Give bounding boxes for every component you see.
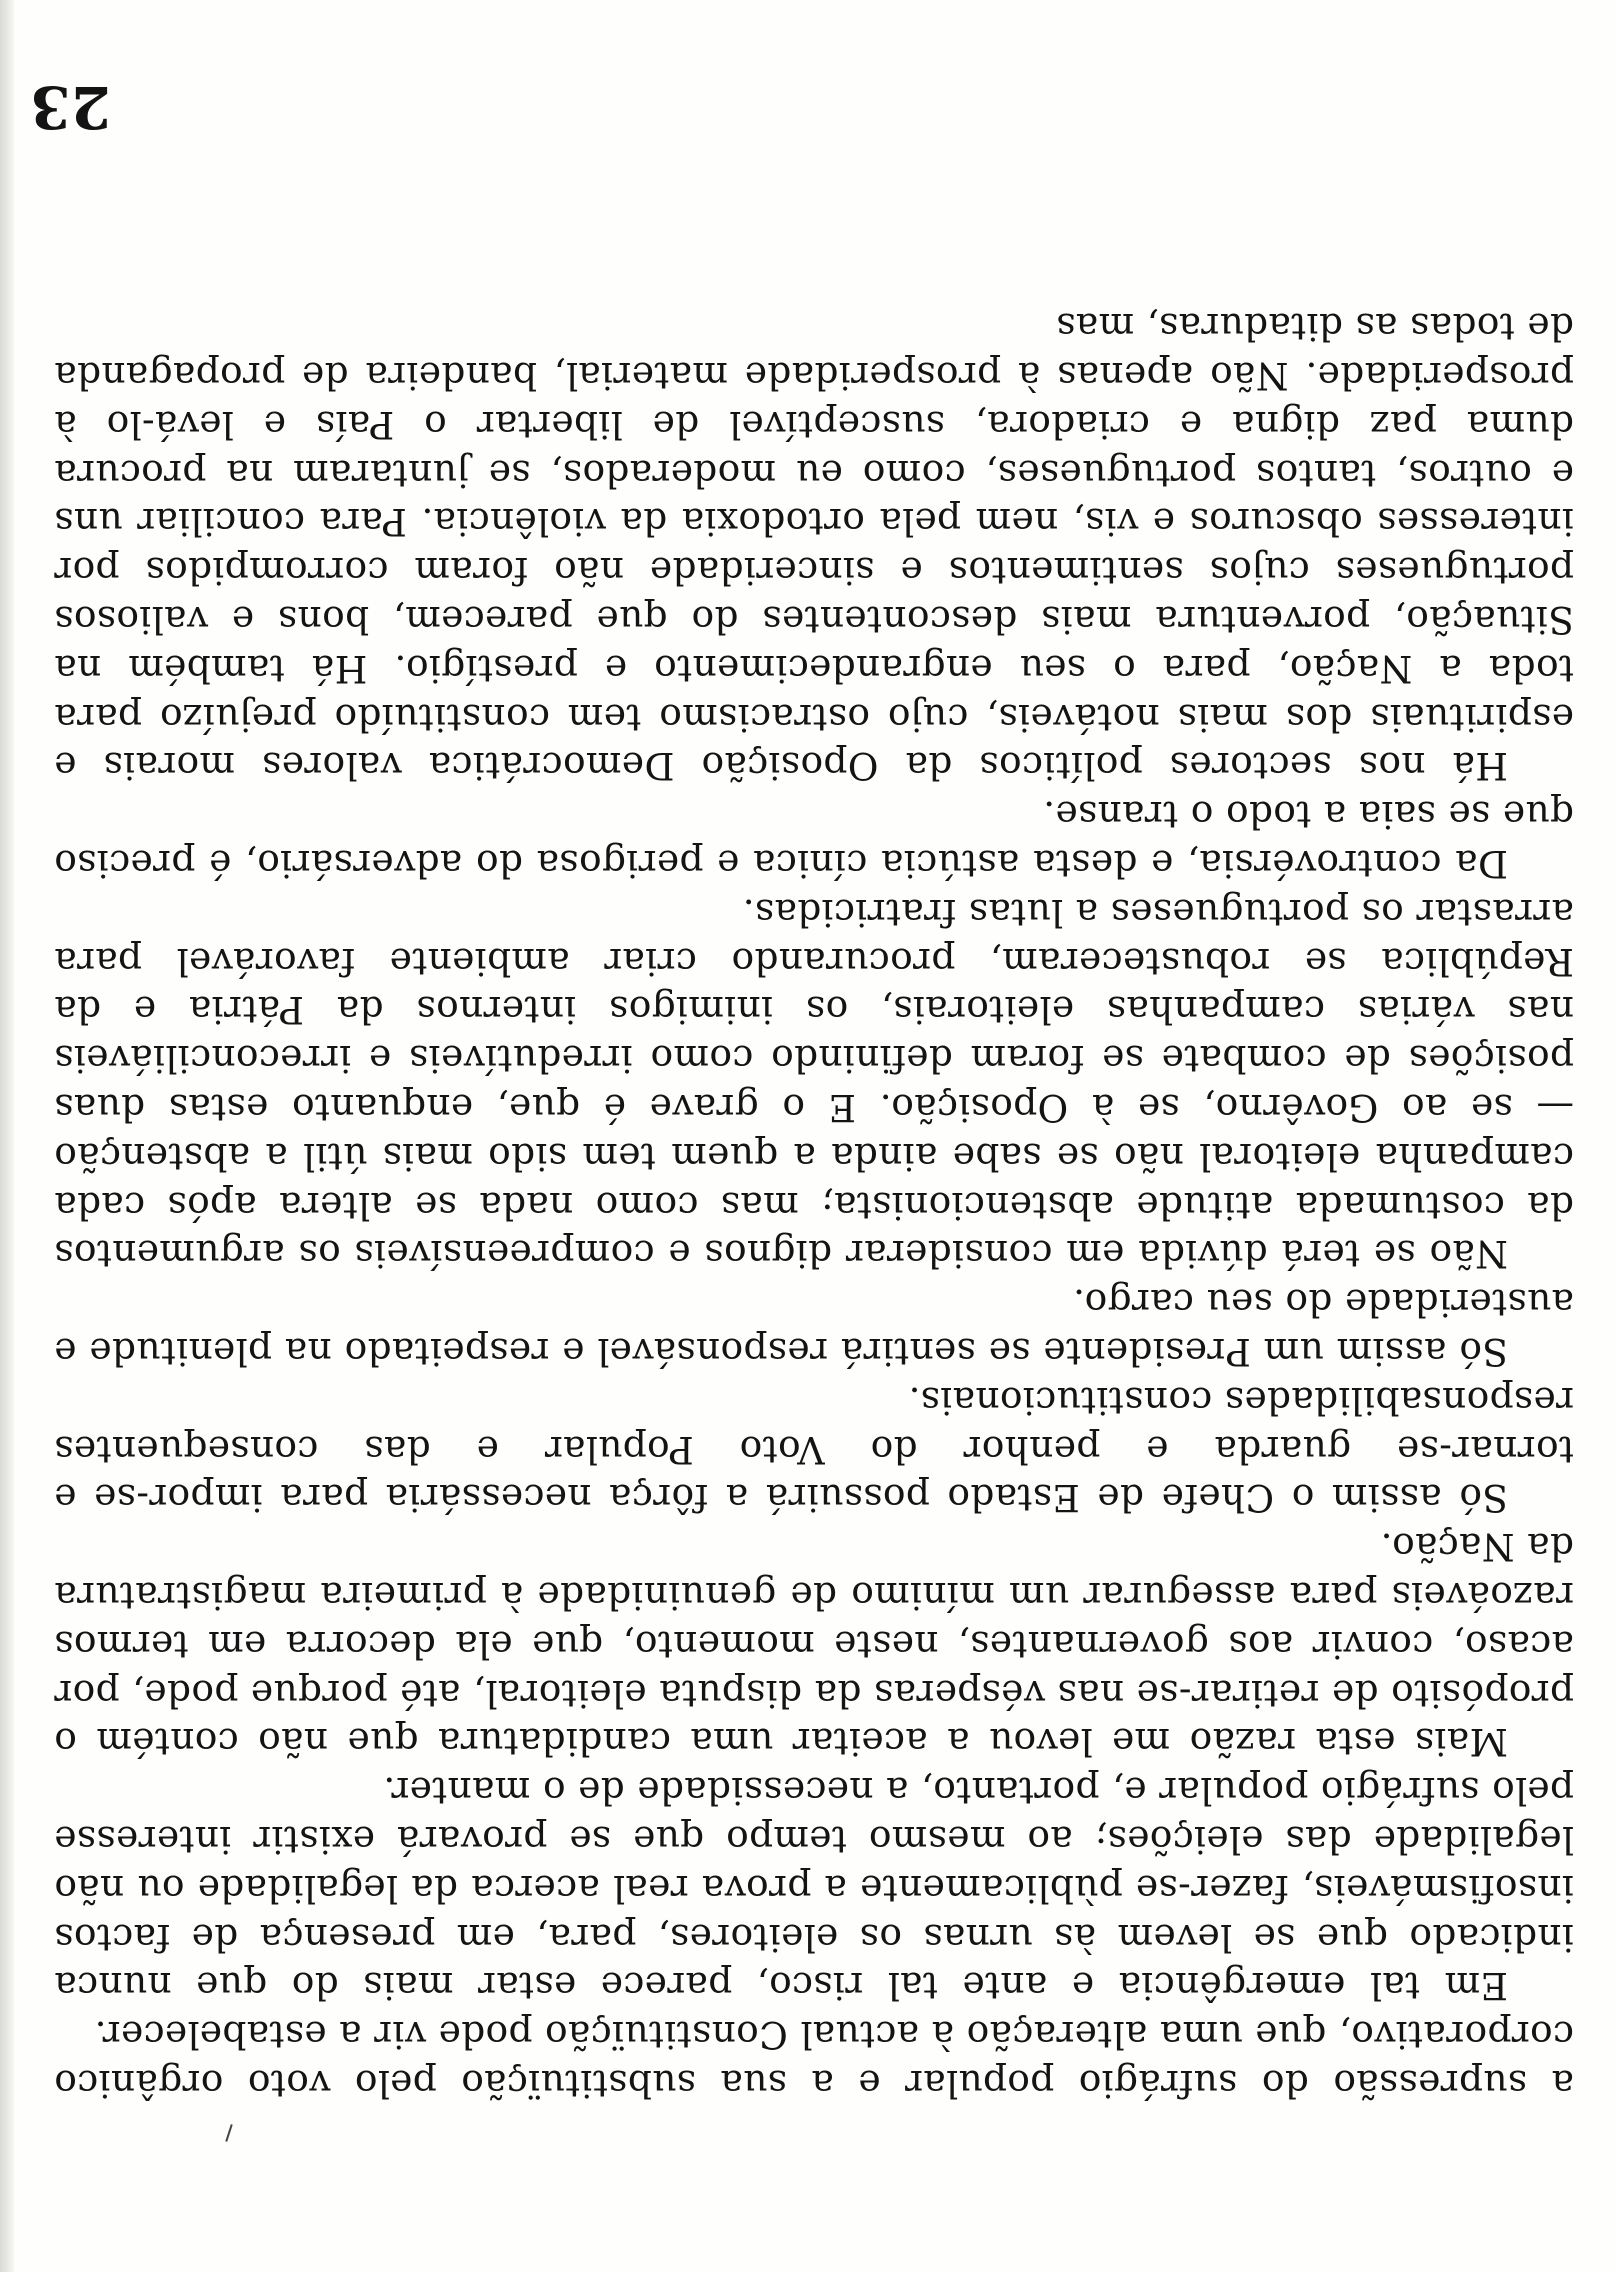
binding-gutter	[0, 0, 14, 2272]
page-number: 23	[30, 73, 111, 141]
paragraph-2: Em tal emergência e ante tal risco, parece estar mais do que nunca indicado que se levem às urnas os eleitores, para, em presença de factos insofismáveis, fazer-se pùblicamente a prova real acerca da legalidade ou não legalidade das eleições; ao mesmo tempo que se provará existir interesse pelo sufrágio popular e, portanto, a necessidade de o manter.	[54, 1769, 1574, 2009]
body-text	[54, 303, 1574, 2108]
paragraph-3: Mais esta razão me levou a aceitar uma candidatura que não contém o propósito de retirar-se nas vésperas da disputa eleitoral, até porque pode, por acaso, convir aos governantes, neste momento, que ela decorra em termos razoáveis para assegurar um mínimo de genuinidade à primeira magistratura da Nação.	[54, 1525, 1574, 1765]
paragraph-5: Só assim um Presidente se sentirá responsável e respeitado na plenitude e austeridade do seu cargo.	[54, 1281, 1574, 1375]
paragraph-8: Há nos sectores políticos da Oposição Democrática valores morais e espirituais dos mais notáveis, cujo ostracismo tem constituído prejuízo para toda a Nação, para o seu engrandecimento e prestígio. Há também na Situação, porventura mais descontentes do que parecem, bons e valiosos portugueses cujos sentimentos e sinceridade não foram corrompidos por interesses obscuros e vis, nem pela ortodoxia da violência. Para conciliar uns e outros, tantos portugueses, como eu moderados, se juntaram na procura duma paz digna e criadora, susceptível de libertar o País e levá-lo à prosperidade. Não apenas à prosperidade material, bandeira de propaganda de todas as ditaduras, mas	[54, 305, 1574, 789]
stray-pen-mark	[225, 2124, 232, 2142]
paragraph-7: Da controvérsia, e desta astúcia cínica e perigosa do adversário, é preciso que se saia a todo o transe.	[54, 793, 1574, 887]
paragraph-4: Só assim o Chefe de Estado possuirá a fôrça necessária para impor-se e tornar-se guarda e penhor do Voto Popular e das consequentes responsabilidades constitucionais.	[54, 1378, 1574, 1521]
paragraph-6: Não se terá dúvida em considerar dignos e compreensíveis os argumentos da costumada atitude abstencionista; mas como nada se altera após cada campanha eleitoral não se sabe ainda a quem tem sido mais útil a abstenção — se ao Govêrno, se à Oposição. E o grave é que, enquanto estas duas posições de combate se foram definindo como irredutíveis e irreconciliáveis nas várias campanhas eleitorais, os inimigos internos da Pátria e da República se robusteceram, procurando criar ambiente favorável para arrastar os portugueses a lutas fratricidas.	[54, 890, 1574, 1277]
paragraph-1: a supressão do sufrágio popular e a sua substituïção pelo voto orgânico corporativo, que uma alteração à actual Constituïção pode vir a estabelecer.	[54, 2013, 1574, 2106]
